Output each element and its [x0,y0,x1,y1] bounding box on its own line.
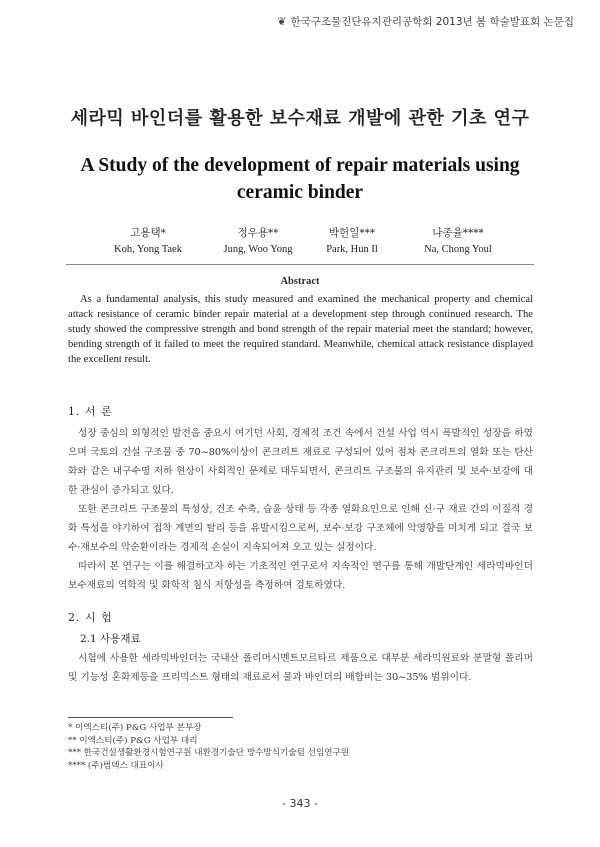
abstract-top-rule [66,264,534,265]
author-english-name: Park, Hun Il [326,244,378,255]
author-english-name: Na, Chong Youl [424,244,492,255]
footnote: * 이엑스티(주) P&G 사업부 본부장 [68,723,202,733]
paragraph: 성장 중심의 외형적인 발전을 중요시 여기던 사회, 경제적 조건 속에서 건설 사업 역시 폭발적인 성장을 하였으며 국토의 건설 구조물 중 70~80%이상이 콘크리트 재료로 구성되어 있어 점차 콘크리트의 열화 또는 탄산화와 같은 내구수명 저하 현상이 사회적인 문제로 대두되면서, 콘크리트 구조물의 유지관리 및 보수·보강에 대한 관심이 증가되고 있다. [68,428,533,496]
author-korean-name: 정우용** [237,227,279,239]
english-title [60,152,540,206]
paragraph: 또한 콘크리트 구조물의 특성상, 건조 수축, 습윤 상태 등 각종 열화요인으로 인해 신·구 재료 간의 이질적 경화 특성을 야기하여 접착 계면의 탈리 등을 유발시킴으로써, 보수·보강 구조체에 악영향을 미치게 되고 결국 보수·재보수의 악순환이라는 경제적 손실이 지속되어져 오고 있는 실정이다. [68,504,533,553]
section-2-body [68,649,533,687]
footnotes [68,722,533,772]
publication-header [277,14,574,29]
footnote: *** 한국건설생활환경시험연구원 내환경기술단 방수방식기술팀 선임연구원 [68,748,350,758]
author-english-name: Jung, Woo Yong [223,244,293,255]
subsection-2-1-heading: 2.1 사용재료 [80,633,141,645]
paragraph: 시험에 사용한 세라믹바인더는 국내산 폴리머시멘트모르타르 제품으로 대부분 세라믹원료와 분말형 폴리머 및 기능성 혼화제등을 프리믹스트 형태의 재료로서 물과 바인더의 배합비는 30~35% 범위이다. [68,653,533,683]
footnote: **** (주)범덱스 대표이사 [68,760,164,771]
page-number: - 343 - [282,797,318,810]
author-korean-name: 박헌일*** [328,227,376,239]
section-2-heading: 2. 시 험 [68,611,113,624]
english-title-line-1: A Study of the development of repair materials using [80,155,520,176]
english-title-line-2: ceramic binder [236,182,364,203]
paragraph: 따라서 본 연구는 이를 해결하고자 하는 기초적인 연구로서 지속적인 연구를 통해 개발단계인 세라믹바인더 보수재료의 역학적 및 화학적 침식 저항성을 측정하여 검토하였다. [68,561,533,591]
section-1-heading: 1. 서 론 [68,405,113,418]
author-korean-name: 나종율**** [432,227,484,239]
footnote-rule [68,717,233,718]
author-4 [388,225,528,255]
leaf-icon: ❦ [277,15,287,28]
footnote: ** 이엑스티(주) P&G 사업부 대리 [68,735,198,746]
publication-name: 한국구조물진단유지관리공학회 2013년 봄 학술발표회 논문집 [290,16,574,28]
abstract-text: As a fundamental analysis, this study measured and examined the mechanical property and chemical attack resistance of ceramic binder repair material at a development step through continued research. The study showed the compressive strength and bond strength of the repair material meet the standard; however, bending strength of it failed to meet the required standard. Meanwhile, chemical attack resistance displayed the excellent result. [68,294,533,365]
section-1-body [68,424,533,595]
korean-title: 세라믹 바인더를 활용한 보수재료 개발에 관한 기초 연구 [70,108,530,129]
author-korean-name: 고용택* [130,227,166,239]
abstract-heading: Abstract [280,276,320,287]
author-english-name: Koh, Yong Taek [114,244,182,255]
